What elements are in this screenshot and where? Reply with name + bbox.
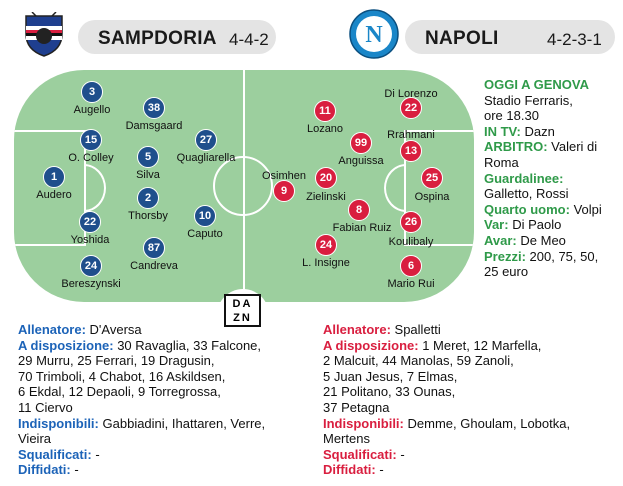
away-player-name: Osimhen [261, 170, 307, 182]
stadium: Stadio Ferraris, [484, 92, 573, 108]
home-formation: 4-4-2 [229, 30, 269, 49]
home-bench-line: 6 Ekdal, 12 Depaoli, 9 Torregrossa, [18, 384, 221, 400]
away-player-number: 9 [273, 180, 295, 202]
center-circle [213, 156, 273, 216]
away-player-number: 24 [315, 234, 337, 256]
home-warned: - [74, 462, 79, 478]
away-suspended-label: Squalificati: [323, 446, 397, 462]
home-player-name: Caputo [187, 228, 223, 240]
home-suspended-label: Squalificati: [18, 446, 92, 462]
away-unavailable-label: Indisponibili: [323, 415, 404, 431]
away-suspended: - [400, 446, 405, 462]
away-unavailable-cont: Mertens [323, 431, 370, 447]
away-player-name: L. Insigne [302, 257, 350, 269]
away-formation: 4-2-3-1 [547, 30, 602, 49]
away-player-number: 11 [314, 100, 336, 122]
linesmen-value: Galletto, Rossi [484, 186, 569, 202]
home-player-name: Silva [136, 169, 160, 181]
home-player-number: 5 [137, 146, 159, 168]
away-player-name: Di Lorenzo [384, 88, 438, 100]
away-player-number: 6 [400, 255, 422, 277]
home-bench-line: 70 Trimboli, 4 Chabot, 16 Askildsen, [18, 368, 226, 384]
napoli-crest-icon [349, 9, 399, 59]
home-player-number: 2 [137, 187, 159, 209]
away-player-name: Fabian Ruiz [332, 222, 392, 234]
away-player-number: 26 [400, 211, 422, 233]
away-player-name: Zielinski [306, 191, 346, 203]
home-player-name: Bereszynski [61, 278, 121, 290]
home-coach: D'Aversa [89, 322, 142, 337]
away-player-name: Koulibaly [388, 236, 434, 248]
home-player-name: O. Colley [68, 152, 114, 164]
home-unavailable: Gabbiadini, Ihattaren, Verre, [102, 415, 266, 431]
away-unavailable: Demme, Ghoulam, Lobotka, [407, 415, 571, 431]
home-player-number: 22 [79, 211, 101, 233]
svg-text:N: N [365, 22, 383, 48]
referee-value-cont: Roma [484, 154, 519, 170]
away-warned: - [379, 462, 384, 478]
home-suspended: - [95, 446, 100, 462]
home-team-name: SAMPDORIA [98, 28, 217, 49]
away-player-name: Mario Rui [387, 278, 435, 290]
sampdoria-crest-icon [22, 12, 66, 58]
away-player-number: 13 [400, 140, 422, 162]
home-bench-line: 29 Murru, 25 Ferrari, 19 Dragusin, [18, 353, 215, 369]
away-player-number: 20 [315, 167, 337, 189]
home-bench-line: 30 Ravaglia, 33 Falcone, [117, 337, 262, 353]
home-player-name: Augello [73, 104, 111, 116]
home-details [18, 322, 308, 478]
away-player-number: 25 [421, 167, 443, 189]
away-bench-line: 2 Malcuit, 44 Manolas, 59 Zanoli, [323, 353, 514, 369]
away-coach: Spalletti [394, 322, 441, 337]
away-details [323, 322, 613, 478]
home-player-number: 3 [81, 81, 103, 103]
home-player-name: Damsgaard [125, 120, 183, 132]
match-info [484, 77, 619, 280]
tv-label: IN TV: [484, 123, 521, 139]
prices-value-cont: 25 euro [484, 264, 529, 280]
away-bench-line: 1 Meret, 12 Marfella, [422, 337, 542, 353]
tv-value: Dazn [524, 123, 555, 139]
away-bench-label: A disposizione: [323, 337, 419, 353]
city-label: OGGI A GENOVA [484, 77, 589, 92]
home-player-number: 38 [143, 97, 165, 119]
referee-label: ARBITRO: [484, 139, 548, 155]
prices-label: Prezzi: [484, 248, 526, 264]
home-player-number: 15 [80, 129, 102, 151]
home-player-number: 87 [143, 237, 165, 259]
home-player-name: Thorsby [128, 210, 168, 222]
away-team-name: NAPOLI [425, 28, 499, 49]
home-warned-label: Diffidati: [18, 462, 71, 478]
fourth-official-label: Quarto uomo: [484, 201, 570, 217]
away-player-name: Rrahmani [387, 129, 435, 141]
avar-label: Avar: [484, 232, 517, 248]
avar-value: De Meo [520, 232, 566, 248]
away-player-name: Lozano [306, 123, 344, 135]
home-player-number: 10 [194, 205, 216, 227]
away-bench-line: 37 Petagna [323, 399, 390, 415]
home-player-number: 1 [43, 166, 65, 188]
away-coach-label: Allenatore: [323, 322, 391, 337]
left-penalty-area [14, 130, 86, 246]
kickoff-time: ore 18.30 [484, 108, 539, 124]
var-value: Di Paolo [512, 217, 562, 233]
home-unavailable-cont: Vieira [18, 431, 52, 447]
home-coach-label: Allenatore: [18, 322, 86, 337]
away-player-number: 22 [400, 97, 422, 119]
dazn-logo-text: DAZN [232, 298, 253, 324]
home-unavailable-label: Indisponibili: [18, 415, 99, 431]
referee-value: Valeri di [551, 139, 598, 155]
home-player-name: Yoshida [70, 234, 110, 246]
home-player-name: Quagliarella [176, 152, 236, 164]
away-player-number: 8 [348, 199, 370, 221]
away-bench-line: 5 Juan Jesus, 7 Elmas, [323, 368, 458, 384]
home-player-name: Audero [36, 189, 72, 201]
away-bench-line: 21 Politano, 33 Ounas, [323, 384, 456, 400]
linesmen-label: Guardalinee: [484, 170, 564, 186]
away-player-number: 99 [350, 132, 372, 154]
var-label: Var: [484, 217, 509, 233]
home-player-name: Candreva [130, 260, 178, 272]
prices-value: 200, 75, 50, [529, 248, 599, 264]
away-player-name: Anguissa [338, 155, 384, 167]
away-player-name: Ospina [414, 191, 450, 203]
home-player-number: 27 [195, 129, 217, 151]
home-bench-line: 11 Ciervo [18, 399, 73, 415]
fourth-official-value: Volpi [573, 201, 602, 217]
away-warned-label: Diffidati: [323, 462, 376, 478]
home-bench-label: A disposizione: [18, 337, 114, 353]
home-player-number: 24 [80, 255, 102, 277]
